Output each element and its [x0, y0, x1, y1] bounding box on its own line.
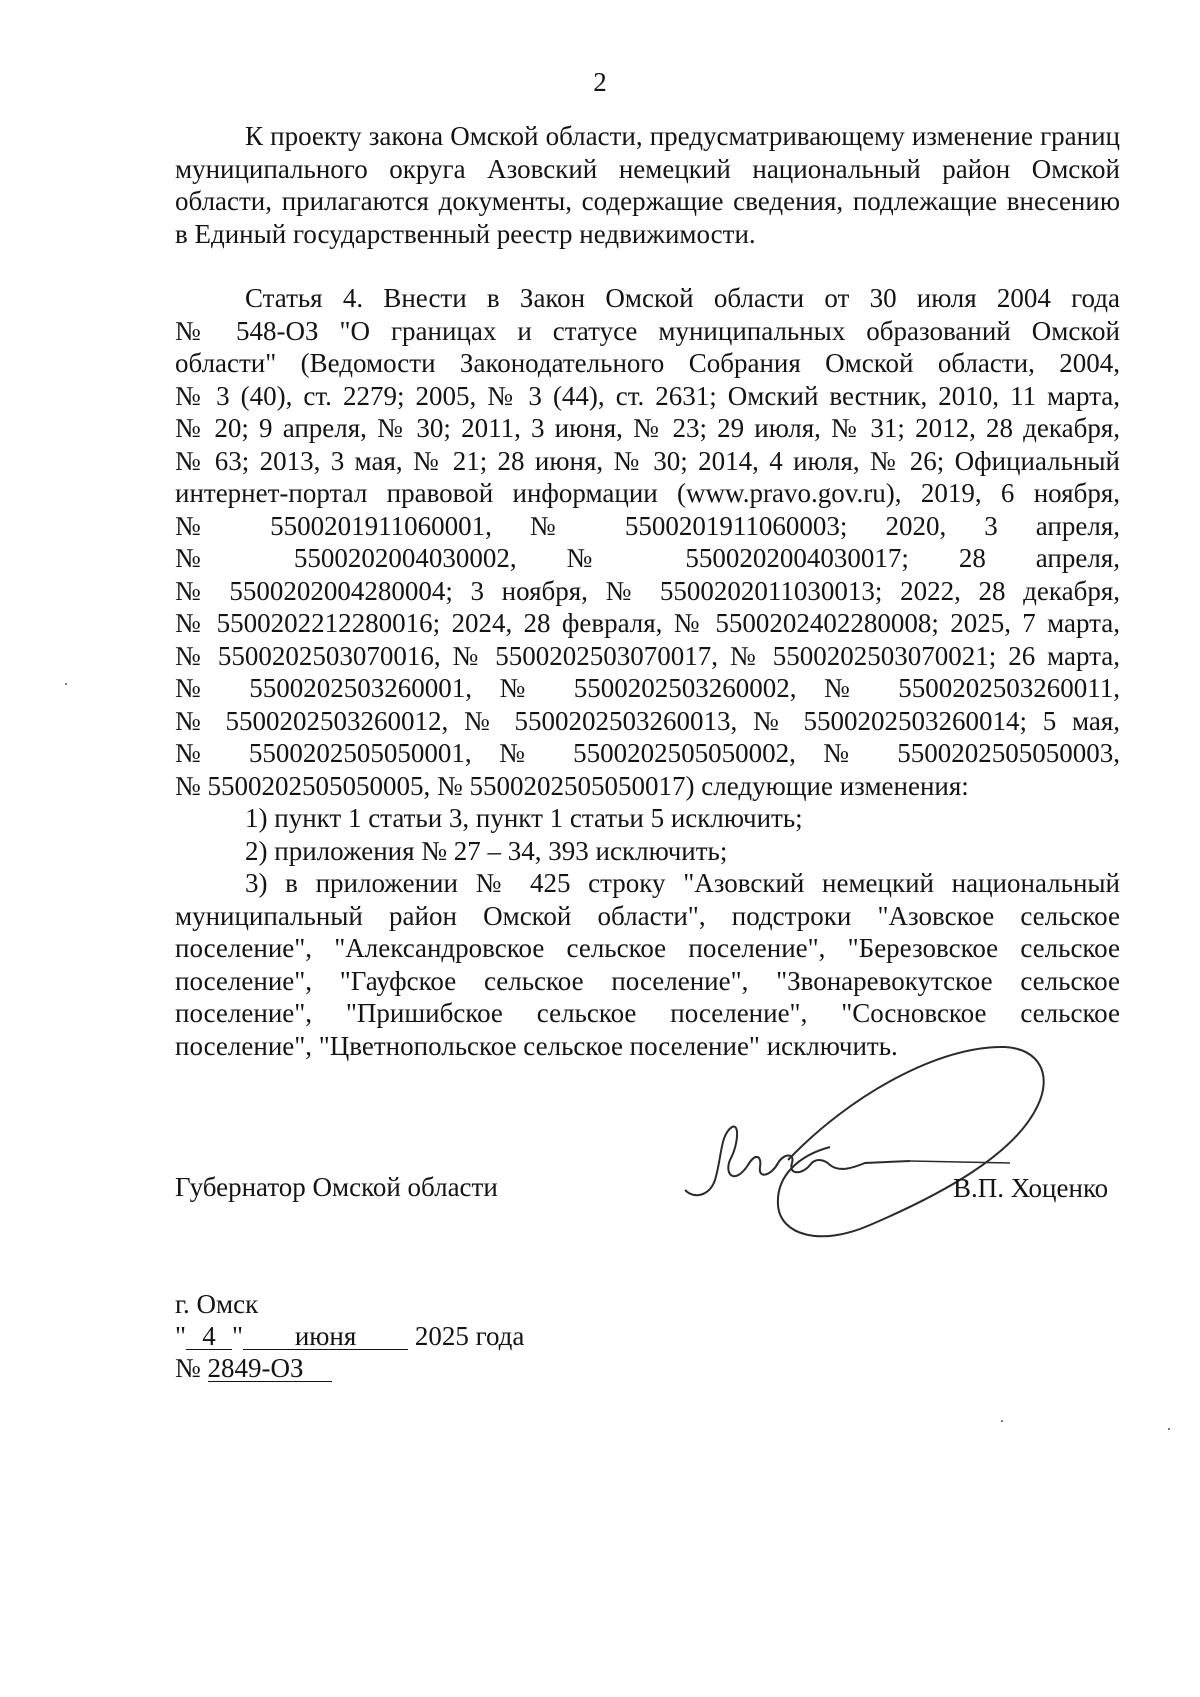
article-4-line: области" (Ведомости Законодательного Собрания Омской области, 2004, — [175, 348, 1120, 378]
date-year: 2025 года — [414, 1321, 525, 1351]
item-2: 2) приложения № 27 – 34, 393 исключить; — [245, 835, 728, 866]
date-month: июня — [243, 1323, 408, 1350]
article-4-line: № 548-ОЗ "О границах и статусе муниципальных образований Омской — [175, 315, 1120, 346]
article-4-line: № 5500201911060001, № 5500201911060003; 2020, 3 апреля, — [175, 510, 1120, 541]
date-quote-open: " — [175, 1321, 187, 1351]
signatory-title: Губернатор Омской области — [175, 1172, 498, 1202]
law-number — [175, 1352, 332, 1384]
article-4-line: № 5500202503260012, № 5500202503260013, № 5500202503260014; 5 мая, — [175, 705, 1120, 736]
item-3: 3) в приложении № 425 строку "Азовский немецкий национальный муниципальный район Омской области", подстроки "Азовское сельское поселение", "Александровское сельское поселение", "Березовское сельское поселение", "Гауфское сельское поселение", "Звонаревокутское сельское поселение", "Пришибское сельское поселение", "Сосновское сельское поселение", "Цветнопольское сельское поселение" исключить. — [175, 868, 1120, 1061]
article-4-text — [175, 282, 1120, 802]
law-number-value: 2849-ОЗ — [208, 1355, 332, 1382]
scan-speck — [1168, 1428, 1170, 1430]
article-4-line: интернет-портал правовой информации (www.pravo.gov.ru), 2019, 6 ноября, — [175, 478, 1120, 508]
page-number: 2 — [593, 67, 607, 97]
article-4-line: № 5500202503070016, № 5500202503070017, № 5500202503070021; 26 марта, — [175, 640, 1120, 671]
article-4-line: № 5500202004030002, № 5500202004030017; 28 апреля, — [175, 543, 1120, 573]
date-quote-close: " — [232, 1321, 244, 1351]
article-4-line: № 63; 2013, 3 мая, № 21; 28 июня, № 30; 2014, 4 июля, № 26; Официальный — [175, 445, 1120, 476]
article-4-line: № 5500202004280004; 3 ноября, № 5500202011030013; 2022, 28 декабря, — [175, 575, 1120, 606]
law-number-prefix: № — [175, 1353, 201, 1383]
article-4-line: № 5500202212280016; 2024, 28 февраля, № 5500202402280008; 2025, 7 марта, — [175, 608, 1120, 638]
intro-paragraph-block — [175, 120, 1120, 250]
city: г. Омск — [175, 1289, 259, 1319]
item-1: 1) пункт 1 статьи 3, пункт 1 статьи 5 исключить; — [245, 803, 803, 833]
article-4-line: № 5500202505050005, № 5500202505050017) следующие изменения: — [175, 770, 969, 801]
article-4-block — [175, 282, 1120, 1062]
article-4-line: № 5500202503260001, № 5500202503260002, № 5500202503260011, — [175, 673, 1120, 703]
signatory-name: В.П. Хоценко — [953, 1173, 1109, 1203]
signing-date — [175, 1320, 524, 1352]
scan-speck — [1001, 1420, 1003, 1422]
governor-signature — [680, 1035, 1110, 1255]
article-4-line: № 20; 9 апреля, № 30; 2011, 3 июня, № 23; 29 июля, № 31; 2012, 28 декабря, — [175, 413, 1120, 443]
article-4-line: № 5500202505050001, № 5500202505050002, № 5500202505050003, — [175, 738, 1120, 768]
date-day: 4 — [186, 1323, 232, 1350]
article-4-line: Статья 4. Внести в Закон Омской области от 30 июля 2004 года — [245, 283, 1120, 313]
scan-speck — [65, 683, 67, 685]
article-4-line: № 3 (40), ст. 2279; 2005, № 3 (44), ст. 2631; Омский вестник, 2010, 11 марта, — [175, 380, 1120, 411]
intro-paragraph: К проекту закона Омской области, предусматривающему изменение границ муниципального округа Азовский немецкий национальный район Омской области, прилагаются документы, содержащие сведения, подлежащие внесению в Единый государственный реестр недвижимости. — [175, 121, 1120, 249]
